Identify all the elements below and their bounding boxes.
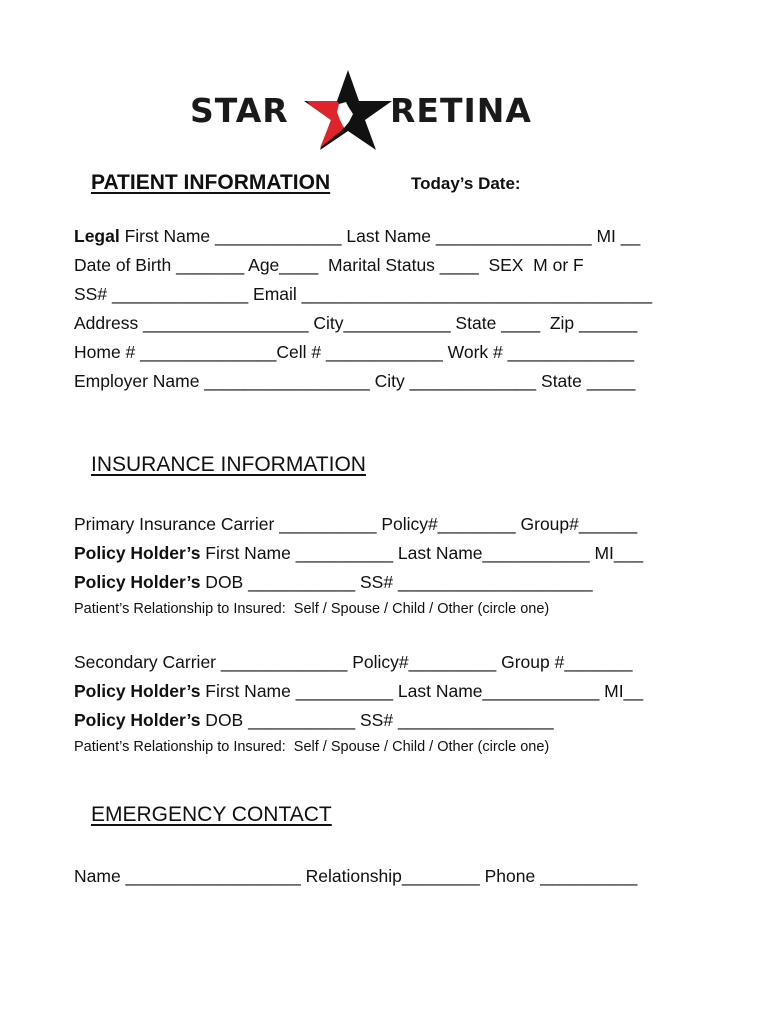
patient-info-heading: PATIENT INFORMATION xyxy=(91,171,331,194)
logo-text-star: STAR xyxy=(190,91,289,130)
emergency-contact-line: Name __________________ Relationship________ Phone __________ xyxy=(74,866,638,886)
ss-email-line: SS# ______________ Email ____________________________________ xyxy=(74,284,653,304)
dob-line: Date of Birth _______ Age____ Marital Status ____ SEX M or F xyxy=(74,255,584,275)
secondary-holder-dob-line xyxy=(74,712,554,730)
insurance-info-heading: INSURANCE INFORMATION xyxy=(91,453,366,476)
secondary-holder-name-line xyxy=(74,683,643,701)
holder-dob-fields: DOB ___________ SS# ________________ xyxy=(200,710,554,730)
legal-label: Legal xyxy=(74,226,120,246)
policy-holder-label: Policy Holder’s xyxy=(74,681,201,701)
policy-holder-label: Policy Holder’s xyxy=(74,572,201,592)
phone-line: Home # ______________Cell # ____________ Work # _____________ xyxy=(74,342,635,362)
address-line: Address _________________ City___________ State ____ Zip ______ xyxy=(74,313,638,333)
todays-date-label: Today’s Date: xyxy=(411,174,521,193)
holder-dob-fields: DOB ___________ SS# ____________________ xyxy=(200,572,593,592)
holder-name-fields: First Name __________ Last Name____________ MI__ xyxy=(200,681,644,701)
star-icon xyxy=(302,68,394,150)
star-retina-logo xyxy=(190,68,560,150)
employer-line: Employer Name _________________ City _____________ State _____ xyxy=(74,371,636,391)
logo-text-retina: RETINA xyxy=(390,91,532,130)
policy-holder-label: Policy Holder’s xyxy=(74,710,201,730)
secondary-carrier-line: Secondary Carrier _____________ Policy#_________ Group #_______ xyxy=(74,652,633,672)
primary-carrier-line: Primary Insurance Carrier __________ Policy#________ Group#______ xyxy=(74,514,638,534)
name-fields: First Name _____________ Last Name ________________ MI __ xyxy=(119,226,641,246)
primary-relationship-line: Patient’s Relationship to Insured: Self / Spouse / Child / Other (circle one) xyxy=(74,601,550,617)
secondary-relationship-line: Patient’s Relationship to Insured: Self / Spouse / Child / Other (circle one) xyxy=(74,739,550,755)
emergency-contact-heading: EMERGENCY CONTACT xyxy=(91,803,332,826)
primary-holder-dob-line xyxy=(74,574,593,592)
policy-holder-label: Policy Holder’s xyxy=(74,543,201,563)
legal-name-line xyxy=(74,228,640,246)
holder-name-fields: First Name __________ Last Name___________ MI___ xyxy=(200,543,644,563)
primary-holder-name-line xyxy=(74,545,643,563)
